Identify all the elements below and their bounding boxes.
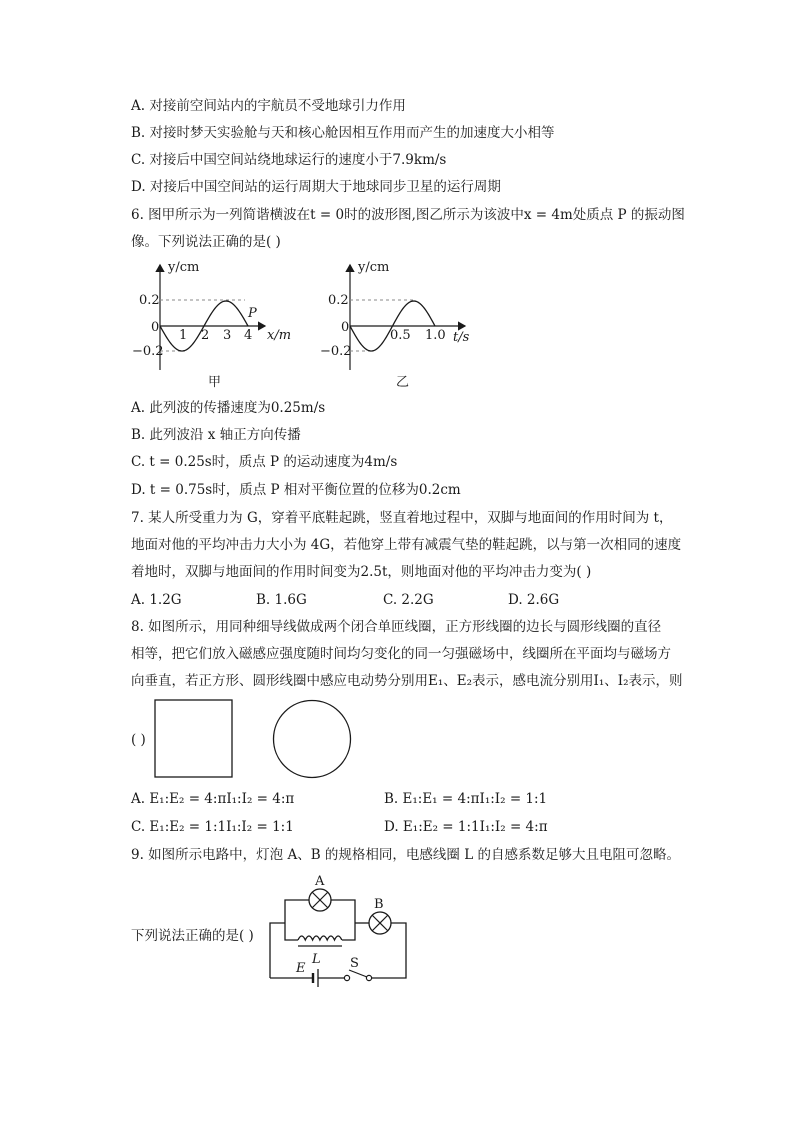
q8-line3: 向垂直，若正方形、圆形线圈中感应电动势分别用E₁、E₂表示，感电流分别用I₁、I₂表示，则 [131, 673, 683, 689]
graph-a-ylabel: y/cm [168, 260, 200, 275]
inductor-label: L [312, 952, 321, 967]
square-coil [155, 700, 232, 777]
graph-a-tick-top: 0.2 [139, 293, 160, 308]
q8-bracket: ( ) [131, 732, 146, 748]
graph-a-caption: 甲 [208, 375, 222, 390]
q7-option-b: B. 1.6G [256, 592, 307, 608]
battery-label: E [296, 961, 306, 976]
graph-b-tick-top: 0.2 [328, 293, 349, 308]
graph-a [132, 260, 291, 370]
q5-option-c: C. 对接后中国空间站绕地球运行的速度小于7.9km/s [131, 152, 447, 168]
graph-b-caption: 乙 [396, 375, 410, 390]
q7-option-a: A. 1.2G [131, 592, 182, 608]
graph-a-tick-1: 1 [179, 328, 188, 343]
lamp-b-label: B [374, 897, 384, 912]
graph-a-tick-4: 4 [244, 328, 253, 343]
graph-a-xlabel: x/m [267, 328, 292, 343]
q6-option-a: A. 此列波的传播速度为0.25m/s [131, 400, 326, 416]
q9-stem: 9. 如图所示电路中，灯泡 A、B 的规格相同，电感线圈 L 的自感系数足够大且电阻可忽略。 [131, 847, 680, 863]
circle-coil [274, 701, 351, 778]
graph-a-tick-bottom: −0.2 [132, 344, 164, 359]
q7-option-d: D. 2.6G [508, 592, 560, 608]
graph-a-tick-3: 3 [223, 328, 232, 343]
q8-option-b: B. E₁:E₁ = 4:πI₁:I₂ = 1:1 [384, 791, 548, 807]
q5-option-a: A. 对接前空间站内的宇航员不受地球引力作用 [131, 98, 406, 114]
graph-b-origin: 0 [341, 320, 350, 335]
graph-b-xlabel: t/s [453, 330, 470, 345]
lamp-b [369, 912, 391, 934]
q6-option-d: D. t = 0.75s时，质点 P 相对平衡位置的位移为0.2cm [131, 482, 461, 498]
q7-line1: 7. 某人所受重力为 G，穿着平底鞋起跳，竖直着地过程中，双脚与地面间的作用时间为 t， [131, 510, 673, 526]
q8-option-a: A. E₁:E₂ = 4:πI₁:I₂ = 4:π [131, 791, 295, 807]
q6-option-c: C. t = 0.25s时，质点 P 的运动速度为4m/s [131, 454, 398, 470]
graph-a-origin: 0 [151, 320, 160, 335]
graph-b [320, 260, 470, 370]
graph-b-tick-05: 0.5 [390, 328, 411, 343]
q6-graphs [125, 255, 475, 395]
battery-e [313, 969, 318, 987]
q9-circuit [262, 868, 422, 993]
q8-line2: 相等，把它们放入磁感应强度随时间均匀变化的同一匀强磁场中，线圈所在平面均与磁场方 [131, 646, 671, 662]
lamp-a-label: A [315, 874, 325, 889]
switch-label: S [350, 956, 359, 971]
graph-a-point-p: P [248, 306, 257, 321]
graph-b-ylabel: y/cm [358, 260, 390, 275]
inductor-l [298, 936, 342, 946]
graph-b-tick-bottom: −0.2 [320, 344, 352, 359]
q6-stem-line2: 像。下列说法正确的是( ) [131, 234, 281, 250]
q5-option-d: D. 对接后中国空间站的运行周期大于地球同步卫星的运行周期 [131, 179, 501, 195]
q7-line3: 着地时，双脚与地面间的作用时间变为2.5t，则地面对他的平均冲击力变为( ) [131, 564, 592, 580]
graph-a-tick-2: 2 [201, 328, 210, 343]
q8-line1: 8. 如图所示，用同种细导线做成两个闭合单匝线圈，正方形线圈的边长与圆形线圈的直径 [131, 619, 662, 635]
graph-b-tick-10: 1.0 [425, 328, 446, 343]
q7-option-c: C. 2.2G [383, 592, 434, 608]
q7-line2: 地面对他的平均冲击力大小为 4G，若他穿上带有减震气垫的鞋起跳，以与第一次相同的速度 [131, 537, 682, 553]
q6-stem-line1: 6. 图甲所示为一列简谐横波在t = 0时的波形图,图乙所示为该波中x = 4m处质点 P 的振动图 [131, 207, 685, 223]
switch-s [344, 970, 371, 981]
lamp-a [309, 889, 331, 911]
q8-coils-figure [150, 696, 360, 782]
q6-option-b: B. 此列波沿 x 轴正方向传播 [131, 427, 301, 443]
q9-question: 下列说法正确的是( ) [131, 928, 254, 944]
q8-option-c: C. E₁:E₂ = 1:1I₁:I₂ = 1:1 [131, 819, 294, 835]
q8-option-d: D. E₁:E₂ = 1:1I₁:I₂ = 4:π [384, 819, 548, 835]
q5-option-b: B. 对接时梦天实验舱与天和核心舱因相互作用而产生的加速度大小相等 [131, 125, 555, 141]
